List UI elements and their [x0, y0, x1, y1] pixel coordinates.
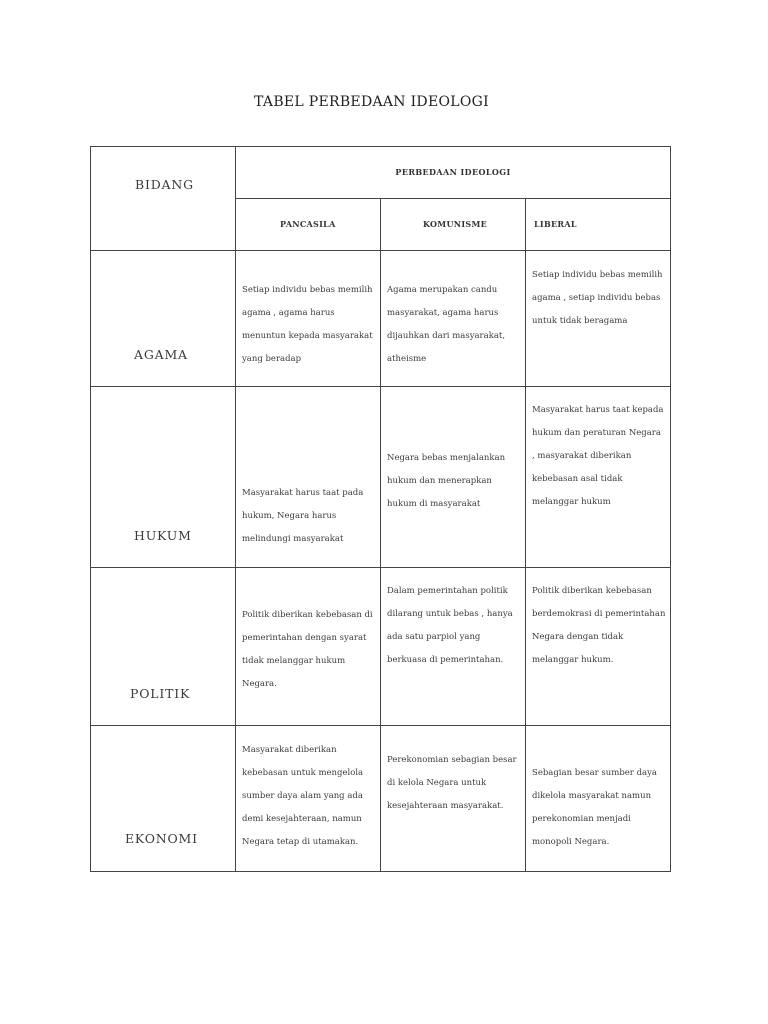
cell-hukum-komunisme [381, 387, 526, 568]
column-label: KOMUNISME [423, 219, 488, 229]
cell-text: Masyarakat harus taat pada hukum, Negara harus melindungi masyarakat [242, 488, 364, 544]
page-title: TABEL PERBEDAAN IDEOLOGI [254, 94, 489, 110]
cell-agama-komunisme [381, 251, 526, 387]
column-label: LIBERAL [534, 219, 577, 229]
cell-text: Dalam pemerintahan politik dilarang untuk bebas , hanya ada satu parpiol yang berkuasa di pemerintahan. [387, 586, 513, 665]
column-header-liberal [526, 199, 671, 251]
cell-agama-pancasila [236, 251, 381, 387]
bidang-header-cell [91, 147, 236, 251]
cell-text: Politik diberikan kebebasan di pemerintahan dengan syarat tidak melanggar hukum Negara. [242, 610, 373, 689]
bidang-header: BIDANG [135, 177, 194, 192]
cell-politik-komunisme [381, 568, 526, 726]
cell-text: Masyarakat diberikan kebebasan untuk mengelola sumber daya alam yang ada demi kesejahteraan, namun Negara tetap di utamakan. [242, 745, 364, 847]
cell-text: Setiap individu bebas memilih agama , agama harus menuntun kepada masyarakat yang beradap [242, 285, 373, 364]
column-header-komunisme [381, 199, 526, 251]
cell-text: Sebagian besar sumber daya dikelola masyarakat namun perekonomian menjadi monopoli Negara. [532, 768, 657, 847]
row-label: HUKUM [134, 528, 192, 543]
cell-agama-liberal [526, 251, 671, 387]
cell-text: Politik diberikan kebebasan berdemokrasi di pemerintahan Negara dengan tidak melanggar hukum. [532, 586, 666, 665]
cell-ekonomi-komunisme [381, 726, 526, 872]
column-label: PANCASILA [280, 219, 336, 229]
cell-text: Perekonomian sebagian besar di kelola Negara untuk kesejahteraan masyarakat. [387, 755, 517, 811]
row-header-agama [91, 251, 236, 387]
cell-ekonomi-liberal [526, 726, 671, 872]
ideology-table [90, 146, 671, 872]
cell-text: Negara bebas menjalankan hukum dan menerapkan hukum di masyarakat [387, 453, 506, 509]
perbedaan-header: PERBEDAAN IDEOLOGI [395, 167, 511, 177]
row-label: POLITIK [130, 686, 191, 701]
row-label: AGAMA [134, 347, 188, 362]
cell-politik-liberal [526, 568, 671, 726]
cell-text: Setiap individu bebas memilih agama , setiap individu bebas untuk tidak beragama [532, 270, 663, 326]
table-row [91, 726, 671, 872]
cell-text: Agama merupakan candu masyarakat, agama harus dijauhkan dari masyarakat, atheisme [387, 285, 506, 364]
row-header-politik [91, 568, 236, 726]
row-header-hukum [91, 387, 236, 568]
row-label: EKONOMI [125, 831, 198, 846]
row-header-ekonomi [91, 726, 236, 872]
cell-text: Masyarakat harus taat kepada hukum dan peraturan Negara , masyarakat diberikan kebebasan asal tidak melanggar hukum [532, 405, 664, 507]
cell-ekonomi-pancasila [236, 726, 381, 872]
table-row [91, 568, 671, 726]
cell-politik-pancasila [236, 568, 381, 726]
table-row [91, 387, 671, 568]
column-header-pancasila [236, 199, 381, 251]
table-row [91, 251, 671, 387]
perbedaan-header-cell [236, 147, 671, 199]
cell-hukum-pancasila [236, 387, 381, 568]
table-header-row [91, 147, 671, 199]
cell-hukum-liberal [526, 387, 671, 568]
